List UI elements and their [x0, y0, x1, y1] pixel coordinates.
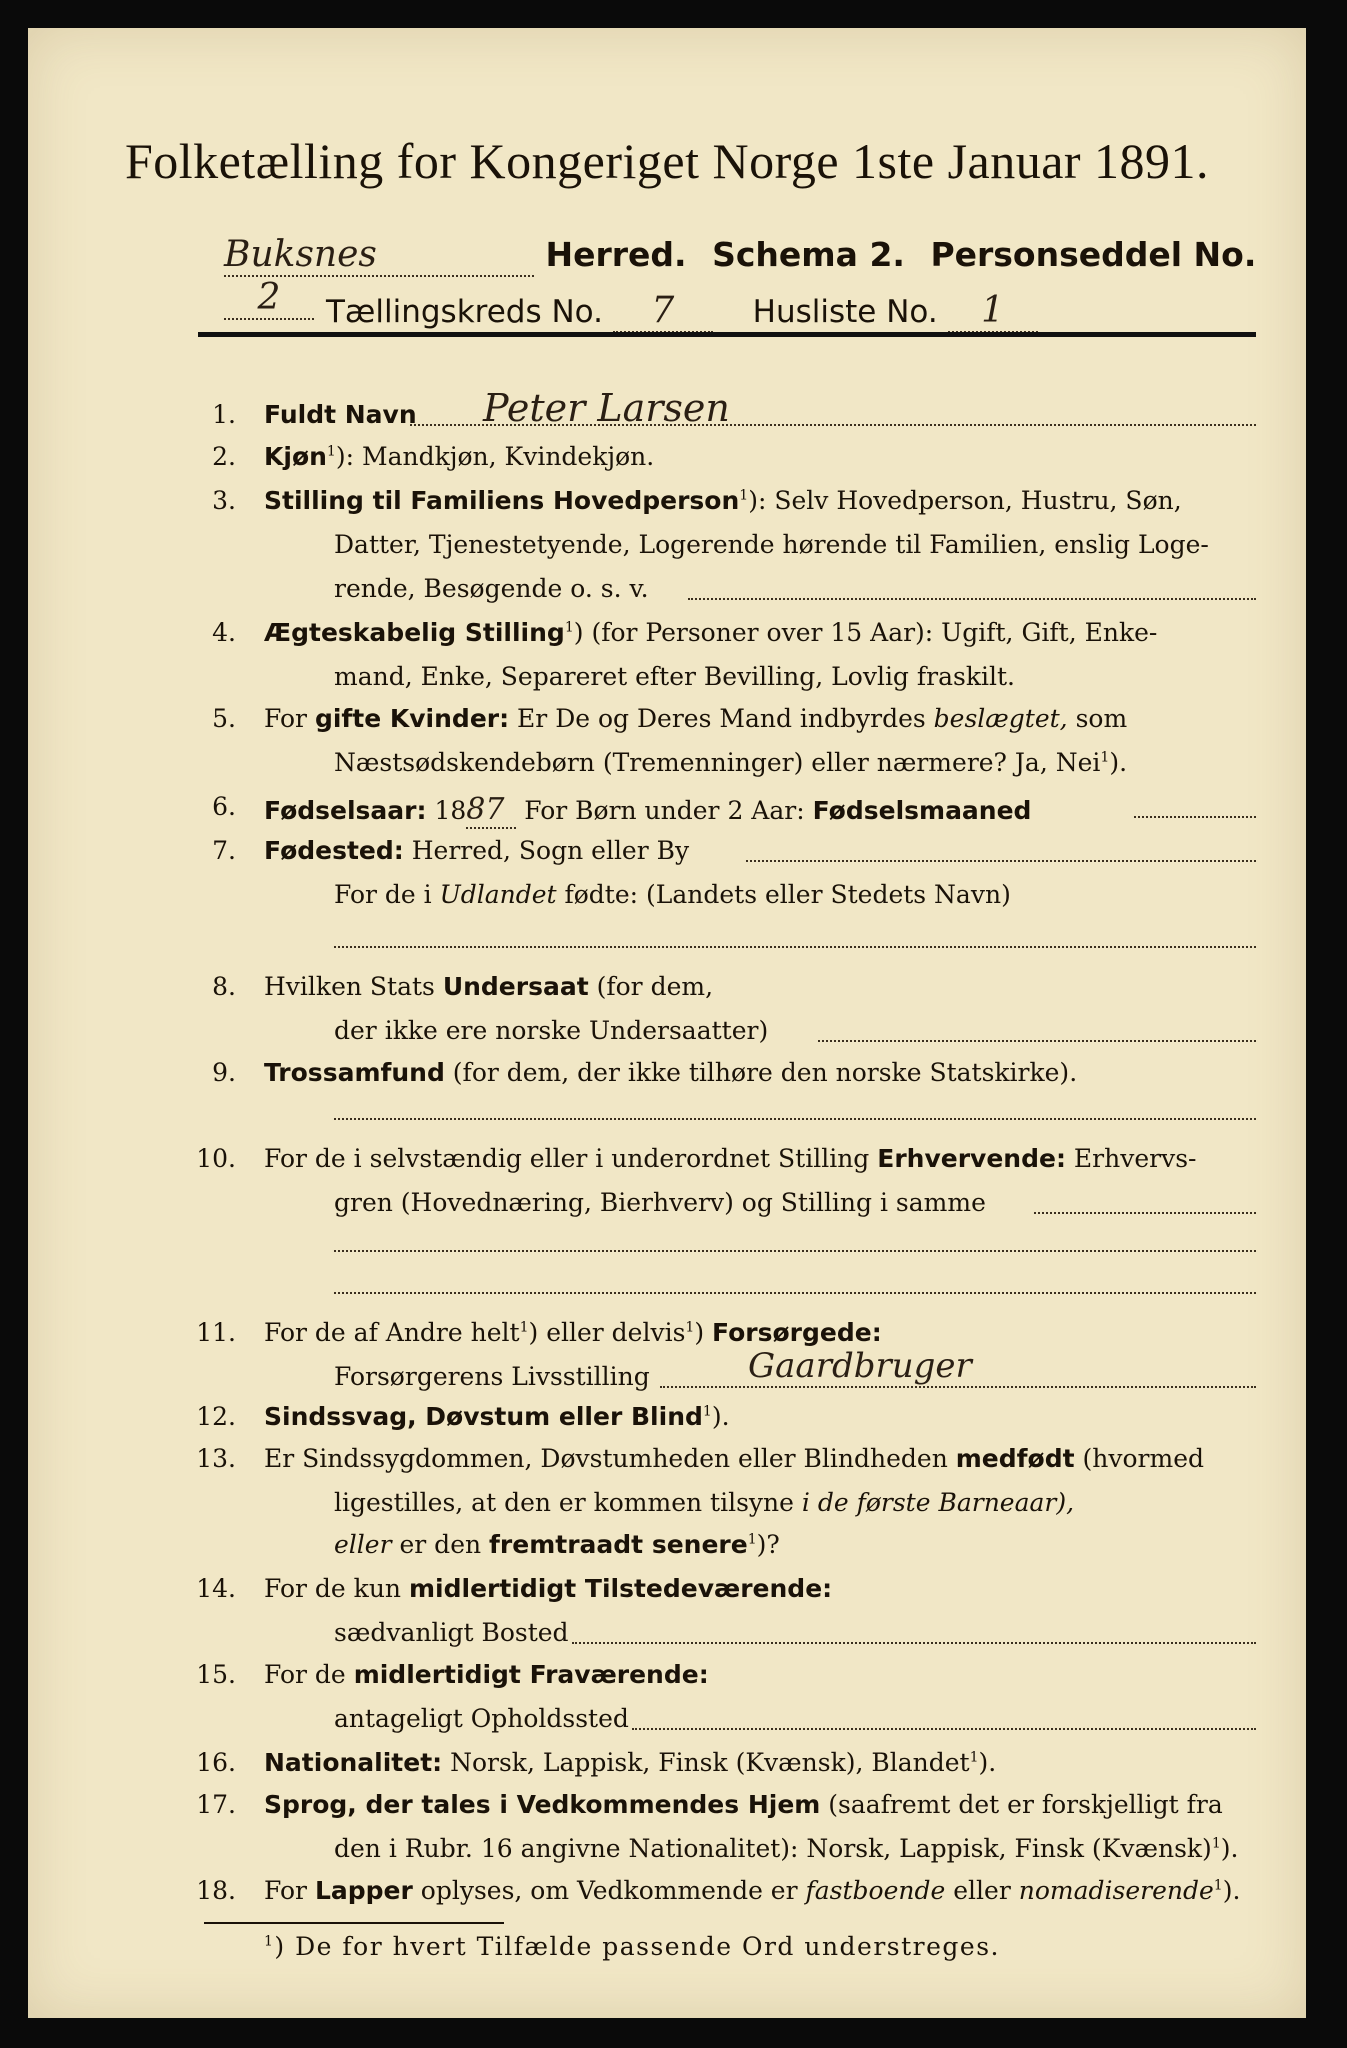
name-value: Peter Larsen	[483, 386, 730, 430]
item-label: Ægteskabelig Stilling	[264, 618, 565, 647]
item-number: 8.	[212, 972, 236, 1001]
item-label: Fødselsaar:	[264, 796, 427, 825]
item-text: ): Mandkjøn, Kvindekjøn.	[335, 442, 655, 471]
form-title: Folketælling for Kongeriget Norge 1ste Januar 1891.	[124, 133, 1210, 189]
item-label: Fødselsmaaned	[812, 796, 1032, 825]
footnote-ref: 1	[969, 1749, 979, 1766]
item-text: eller	[550, 1402, 631, 1431]
item-label: midlertidigt Fraværende:	[353, 1660, 709, 1689]
item-text: For Børn under 2 Aar:	[516, 796, 813, 825]
item-text: som	[1067, 704, 1128, 733]
item-text: )	[694, 1318, 713, 1347]
leader-3	[688, 598, 1256, 600]
footnote-ref: 1	[1100, 749, 1110, 766]
item-text-italic: fastboende	[805, 1876, 946, 1905]
item-15-cont-1: antageligt Opholdssted	[334, 1704, 629, 1733]
item-number: 3.	[212, 486, 236, 515]
item-text: ): Selv Hovedperson, Hustru, Søn,	[748, 486, 1182, 515]
herred-value: Buksnes	[224, 234, 534, 277]
footnote-ref: 1	[685, 1319, 695, 1336]
footnote-ref: 1	[739, 487, 749, 504]
item-text: For de i	[334, 880, 440, 909]
item-7-cont-1	[334, 880, 1011, 909]
item-label: Sindssvag, Døvstum	[264, 1402, 551, 1431]
census-form	[28, 28, 1306, 2018]
item-text: Er De og Deres Mand indbyrdes	[509, 704, 934, 733]
leader-7b	[334, 946, 1256, 948]
item-text: Erhvervs-	[1065, 1144, 1197, 1173]
item-number: 4.	[212, 618, 236, 647]
footnote-ref: 1	[519, 1319, 529, 1336]
item-label: Lapper	[314, 1876, 413, 1905]
item-label: Undersaat	[442, 972, 589, 1001]
footnote-text: De for hvert Tilfælde passende Ord understreges.	[295, 1932, 1000, 1961]
item-number: 6.	[212, 792, 236, 821]
item-text: eller	[945, 1876, 1019, 1905]
leader-8	[818, 1040, 1256, 1042]
item-number: 10.	[196, 1144, 236, 1173]
item-text: er den	[391, 1530, 490, 1559]
birth-year-value: 87	[466, 792, 516, 829]
item-text: 18	[426, 796, 467, 825]
leader-15	[632, 1728, 1256, 1730]
item-label: Trossamfund	[264, 1058, 445, 1087]
husliste-value: 1	[948, 290, 1038, 333]
leader-7	[746, 860, 1256, 862]
item-text: ligestilles, at den er kommen tilsyne	[334, 1488, 802, 1517]
item-text: ).	[711, 1402, 730, 1431]
item-text-italic: eller	[334, 1530, 392, 1559]
leader-6	[1134, 816, 1256, 818]
taellingskreds-value: 7	[613, 290, 713, 333]
item-text-italic: i de første Barneaar),	[801, 1488, 1075, 1517]
item-text: Næstsødskendebørn (Tremenninger) eller nærmere? Ja, Nei	[334, 748, 1101, 777]
leader-14	[572, 1642, 1256, 1644]
item-text: Hvilken Stats	[264, 972, 443, 1001]
personseddel-label: Personseddel No.	[930, 235, 1257, 274]
item-label: Erhvervende:	[877, 1144, 1066, 1173]
item-label: Fuldt Navn	[264, 400, 417, 429]
footnote-ref: 1	[747, 1531, 757, 1548]
item-text: (hvormed	[1074, 1444, 1204, 1473]
item-text-italic: nomadiserende	[1018, 1876, 1214, 1905]
footnote-ref: 1	[702, 1403, 712, 1420]
item-label: fremtraadt senere	[489, 1530, 748, 1559]
item-number: 9.	[212, 1058, 236, 1087]
kreds-line	[326, 290, 1038, 333]
item-number: 12.	[196, 1402, 236, 1431]
item-text: ).	[1109, 748, 1128, 777]
item-text: (saafremt det er forskjelligt fra	[820, 1790, 1223, 1819]
item-number: 14.	[196, 1574, 236, 1603]
item-label: Sprog, der tales i Vedkommendes Hjem	[264, 1790, 821, 1819]
item-text: den i Rubr. 16 angivne Nationalitet): Norsk, Lappisk, Finsk (Kvænsk)	[334, 1834, 1212, 1863]
item-label: Stilling til Familiens Hovedperson	[264, 486, 740, 515]
provider-occupation-value: Gaardbruger	[748, 1346, 972, 1386]
item-text: For de i selvstændig eller i underordnet Stilling	[264, 1144, 878, 1173]
item-text: For	[264, 1876, 315, 1905]
item-10-cont-1: gren (Hovednæring, Bierhverv) og Stilling i samme	[334, 1188, 986, 1217]
footnote: $^1$) De for hvert Tilfælde passende Ord understreges.	[264, 1932, 1000, 1961]
item-number: 11.	[196, 1318, 236, 1347]
footnote-ref: 1	[1213, 1877, 1223, 1894]
footnote-ref: 1	[564, 619, 574, 636]
leader-9	[334, 1118, 1256, 1120]
item-5-cont-1	[334, 748, 1127, 777]
item-14-cont-1: sædvanligt Bosted	[334, 1618, 569, 1647]
header-rule	[198, 332, 1256, 337]
personseddel-value: 2	[224, 277, 314, 320]
item-label: Forsørgede:	[712, 1318, 882, 1347]
item-number: 16.	[196, 1748, 236, 1777]
item-number: 2.	[212, 442, 236, 471]
item-number: 18.	[196, 1876, 236, 1905]
item-number: 15.	[196, 1660, 236, 1689]
item-text: For de	[264, 1660, 354, 1689]
item-text: ) eller delvis	[528, 1318, 686, 1347]
item-label: gifte Kvinder:	[314, 704, 510, 733]
item-text-italic: Udlandet	[439, 880, 557, 909]
item-text: Er Sindssygdommen, Døvstumheden eller Blindheden	[264, 1444, 956, 1473]
leader-10	[1034, 1212, 1256, 1214]
item-text: Herred, Sogn eller By	[403, 836, 690, 865]
item-8-cont-1: der ikke ere norske Undersaatter)	[334, 1016, 769, 1045]
item-13-cont-1	[334, 1488, 1074, 1517]
item-13-cont-2	[334, 1530, 780, 1559]
footnote-ref: 1	[326, 443, 336, 460]
item-label: midlertidigt Tilstedeværende:	[408, 1574, 833, 1603]
item-label: Fødested:	[264, 836, 404, 865]
item-3-cont-1: Datter, Tjenestetyende, Logerende hørende til Familien, enslig Loge-	[334, 530, 1209, 559]
item-11-cont-1: Forsørgerens Livsstilling	[334, 1362, 650, 1391]
item-number: 1.	[212, 400, 236, 429]
item-number: 7.	[212, 836, 236, 865]
item-label: Kjøn	[264, 442, 327, 471]
item-text: ).	[978, 1748, 997, 1777]
item-number: 13.	[196, 1444, 236, 1473]
item-4-cont-1: mand, Enke, Separeret efter Bevilling, Lovlig fraskilt.	[334, 662, 1015, 691]
footnote-mark: 1	[264, 1933, 275, 1950]
item-number: 5.	[212, 704, 236, 733]
husliste-label: Husliste No.	[752, 294, 938, 330]
item-label: Blind	[631, 1402, 703, 1431]
item-text-italic: beslægtet,	[933, 704, 1068, 733]
leader-10c	[334, 1292, 1256, 1294]
item-number: 17.	[196, 1790, 236, 1819]
item-text: (for dem,	[588, 972, 714, 1001]
item-label: Nationalitet:	[264, 1748, 443, 1777]
item-text: fødte: (Landets eller Stedets Navn)	[556, 880, 1011, 909]
item-label: medfødt	[955, 1444, 1075, 1473]
leader-10b	[334, 1250, 1256, 1252]
taellingskreds-label: Tællingskreds No.	[326, 294, 603, 330]
item-text: For de kun	[264, 1574, 409, 1603]
item-text: ).	[1222, 1876, 1241, 1905]
footnote-rule	[204, 1922, 504, 1924]
item-text: ).	[1220, 1834, 1239, 1863]
item-text: For de af Andre helt	[264, 1318, 520, 1347]
item-text: ) (for Personer over 15 Aar): Ugift, Gift, Enke-	[573, 618, 1158, 647]
item-text: Norsk, Lappisk, Finsk (Kvænsk), Blandet	[442, 1748, 970, 1777]
leader-11	[660, 1386, 1256, 1388]
item-text: oplyses, om Vedkommende er	[412, 1876, 806, 1905]
item-text: )?	[756, 1530, 780, 1559]
item-text: For	[264, 704, 315, 733]
item-text: (for dem, der ikke tilhøre den norske Statskirke).	[444, 1058, 1078, 1087]
herred-label: Herred.	[545, 235, 687, 274]
schema-label: Schema 2.	[712, 235, 905, 274]
item-17-cont-1	[334, 1834, 1238, 1863]
item-3-cont-2: rende, Besøgende o. s. v.	[334, 574, 649, 603]
footnote-ref: 1	[1211, 1835, 1221, 1852]
